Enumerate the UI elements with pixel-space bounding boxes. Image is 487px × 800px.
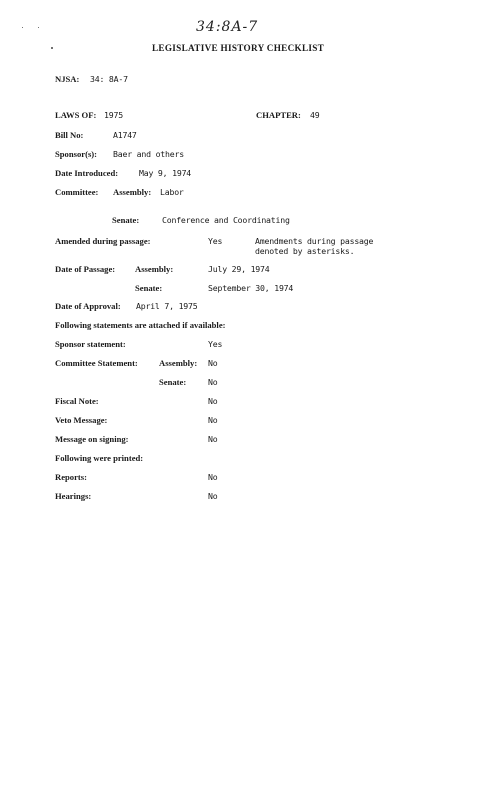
- statements-heading: Following statements are attached if available:: [55, 320, 226, 330]
- amended-note-line2: denoted by asterisks.: [255, 246, 355, 256]
- sponsor-statement-label: Sponsor statement:: [55, 339, 126, 349]
- committee-statement-assembly-label: Assembly:: [159, 358, 198, 368]
- date-of-passage-label: Date of Passage:: [55, 264, 116, 274]
- committee-statement-label: Committee Statement:: [55, 358, 138, 368]
- passage-assembly-value: July 29, 1974: [208, 264, 270, 274]
- date-of-approval-label: Date of Approval:: [55, 301, 121, 311]
- date-of-approval-value: April 7, 1975: [136, 301, 198, 311]
- chapter-value: 49: [310, 110, 320, 120]
- hearings-value: No: [208, 491, 218, 501]
- message-on-signing-label: Message on signing:: [55, 434, 129, 444]
- chapter-label: CHAPTER:: [256, 110, 301, 120]
- speck-mark: [38, 27, 39, 28]
- sponsors-label: Sponsor(s):: [55, 149, 98, 159]
- date-introduced-label: Date Introduced:: [55, 168, 119, 178]
- committee-senate-label: Senate:: [112, 215, 140, 225]
- passage-assembly-label: Assembly:: [135, 264, 174, 274]
- sponsor-statement-value: Yes: [208, 339, 223, 349]
- committee-statement-senate-label: Senate:: [159, 377, 187, 387]
- hearings-label: Hearings:: [55, 491, 92, 501]
- speck-mark: [22, 27, 23, 28]
- laws-of-value: 1975: [104, 110, 123, 120]
- sponsors-value: Baer and others: [113, 149, 184, 159]
- committee-senate-value: Conference and Coordinating: [162, 215, 290, 225]
- amended-note-line1: Amendments during passage: [255, 236, 374, 246]
- veto-message-value: No: [208, 415, 218, 425]
- message-on-signing-value: No: [208, 434, 218, 444]
- bill-no-label: Bill No:: [55, 130, 84, 140]
- passage-senate-value: September 30, 1974: [208, 283, 294, 293]
- committee-assembly-value: Labor: [160, 187, 184, 197]
- bill-no-value: A1747: [113, 130, 137, 140]
- fiscal-note-value: No: [208, 396, 218, 406]
- date-introduced-value: May 9, 1974: [139, 168, 192, 178]
- committee-statement-assembly-value: No: [208, 358, 218, 368]
- laws-of-label: LAWS OF:: [55, 110, 97, 120]
- reports-value: No: [208, 472, 218, 482]
- committee-label: Committee:: [55, 187, 99, 197]
- amended-value: Yes: [208, 236, 223, 246]
- printed-heading: Following were printed:: [55, 453, 144, 463]
- njsa-value: 34: 8A-7: [90, 74, 128, 84]
- passage-senate-label: Senate:: [135, 283, 163, 293]
- reports-label: Reports:: [55, 472, 87, 482]
- speck-mark: [51, 47, 53, 49]
- handwritten-reference: 34:8A-7: [196, 19, 259, 35]
- veto-message-label: Veto Message:: [55, 415, 108, 425]
- committee-assembly-label: Assembly:: [113, 187, 152, 197]
- fiscal-note-label: Fiscal Note:: [55, 396, 99, 406]
- amended-label: Amended during passage:: [55, 236, 151, 246]
- njsa-label: NJSA:: [55, 74, 80, 84]
- committee-statement-senate-value: No: [208, 377, 218, 387]
- page-title: LEGISLATIVE HISTORY CHECKLIST: [152, 43, 325, 53]
